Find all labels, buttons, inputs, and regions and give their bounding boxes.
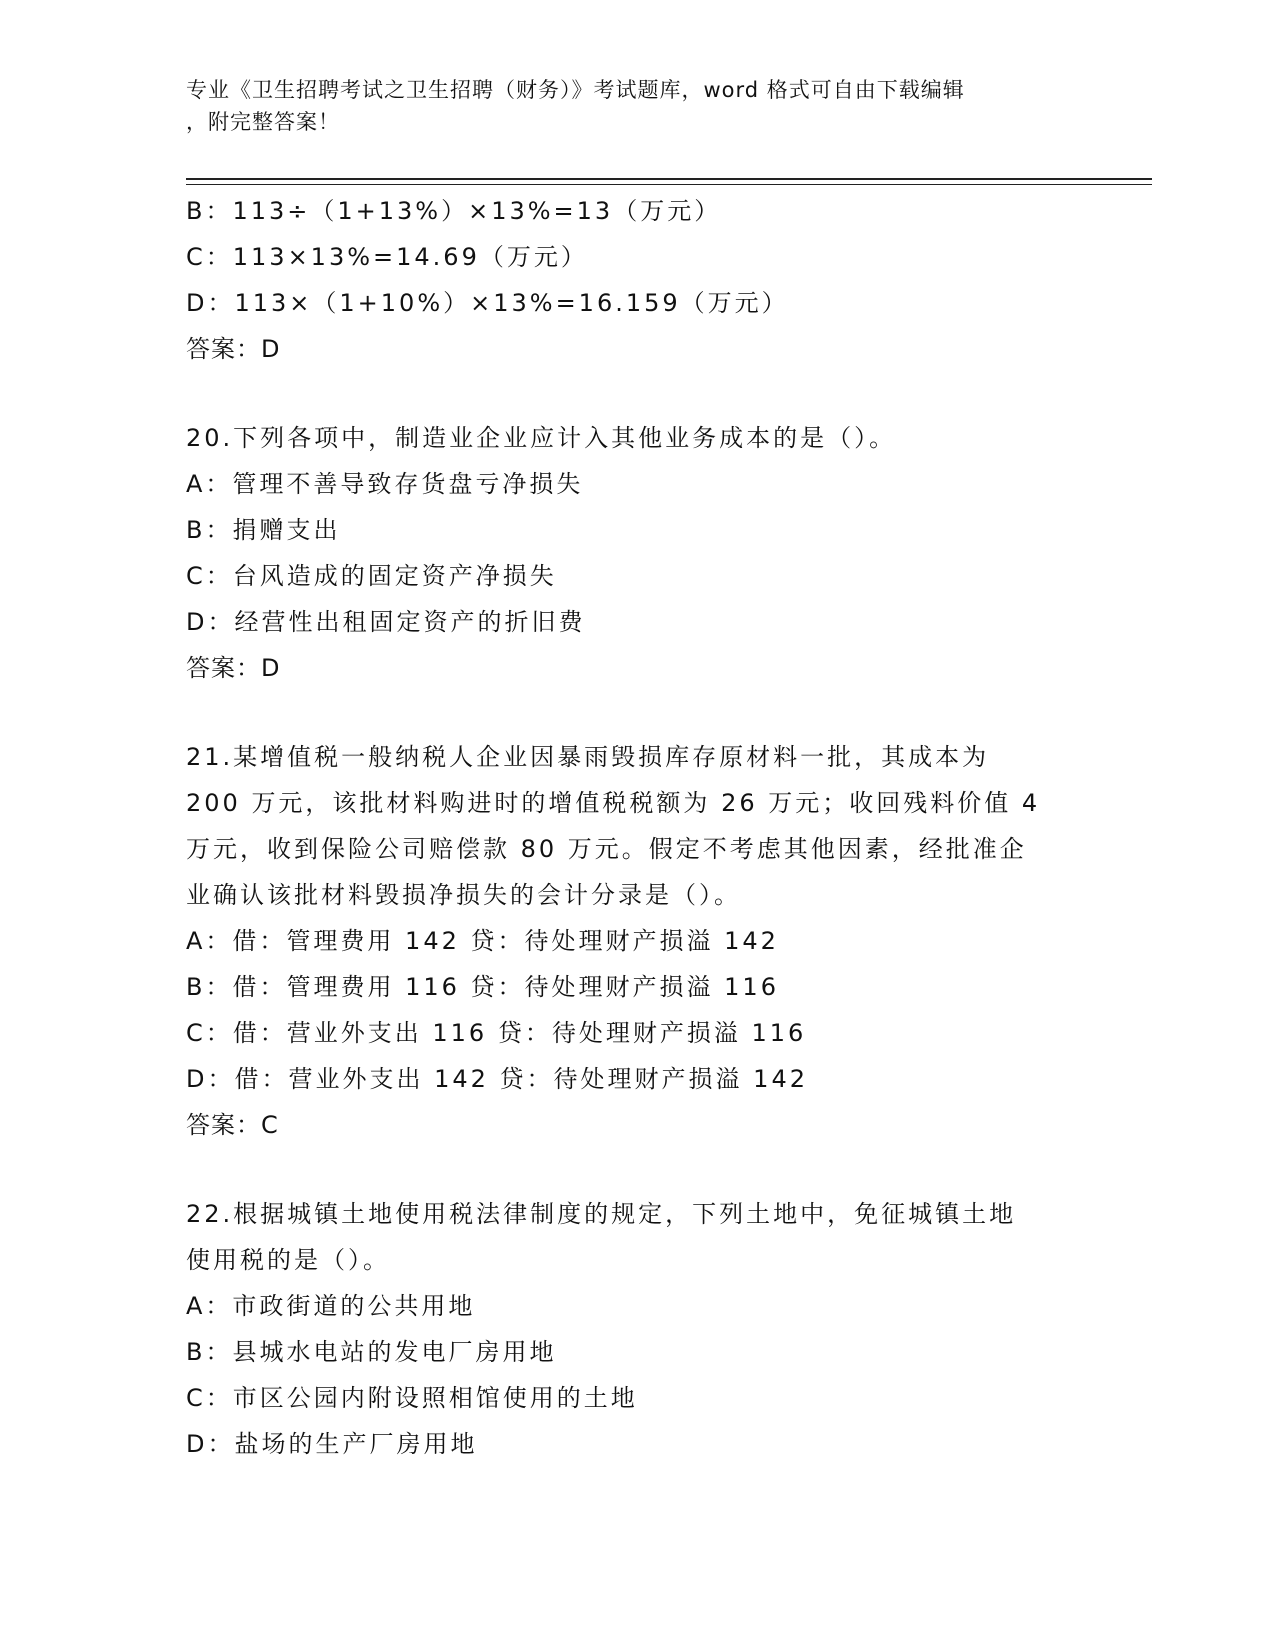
option-a: A：借：管理费用 142 贷：待处理财产损溢 142 bbox=[186, 927, 779, 955]
option-c: C：台风造成的固定资产净损失 bbox=[186, 562, 557, 590]
header-divider-thick bbox=[186, 178, 1152, 180]
question-stem-line: 使用税的是（）。 bbox=[186, 1246, 390, 1274]
question-20 bbox=[186, 415, 1086, 691]
question-stem-line: 22.根据城镇土地使用税法律制度的规定，下列土地中，免征城镇土地 bbox=[186, 1200, 1017, 1228]
header-line-1: 专业《卫生招聘考试之卫生招聘（财务）》考试题库，word 格式可自由下载编辑 bbox=[186, 78, 965, 102]
answer: 答案：D bbox=[186, 335, 281, 363]
question-stem-line: 业确认该批材料毁损净损失的会计分录是（）。 bbox=[186, 881, 741, 909]
question-22 bbox=[186, 1191, 1086, 1467]
option-a: A：管理不善导致存货盘亏净损失 bbox=[186, 470, 584, 498]
question-19 bbox=[186, 188, 1086, 372]
option-c: C：113×13%=14.69（万元） bbox=[186, 243, 588, 271]
option-d: D：借：营业外支出 142 贷：待处理财产损溢 142 bbox=[186, 1065, 808, 1093]
option-d: D：113×（1+10%）×13%=16.159（万元） bbox=[186, 289, 789, 317]
option-d: D：经营性出租固定资产的折旧费 bbox=[186, 608, 586, 636]
option-a: A：市政街道的公共用地 bbox=[186, 1292, 476, 1320]
option-c: C：借：营业外支出 116 贷：待处理财产损溢 116 bbox=[186, 1019, 807, 1047]
document-header bbox=[186, 74, 1066, 138]
spacer bbox=[186, 691, 1086, 734]
option-b: B：借：管理费用 116 贷：待处理财产损溢 116 bbox=[186, 973, 779, 1001]
option-b: B：113÷（1+13%）×13%=13（万元） bbox=[186, 197, 722, 225]
answer: 答案：C bbox=[186, 1111, 279, 1139]
option-c: C：市区公园内附设照相馆使用的土地 bbox=[186, 1384, 638, 1412]
spacer bbox=[186, 372, 1086, 415]
header-divider-thin bbox=[186, 184, 1152, 185]
question-21 bbox=[186, 734, 1086, 1148]
answer: 答案：D bbox=[186, 654, 281, 682]
spacer bbox=[186, 1148, 1086, 1191]
option-b: B：捐赠支出 bbox=[186, 516, 341, 544]
question-content bbox=[186, 188, 1086, 1467]
header-line-2: ，附完整答案！ bbox=[186, 110, 340, 134]
option-d: D：盐场的生产厂房用地 bbox=[186, 1430, 478, 1458]
question-stem: 20.下列各项中，制造业企业应计入其他业务成本的是（）。 bbox=[186, 424, 897, 452]
option-b: B：县城水电站的发电厂房用地 bbox=[186, 1338, 557, 1366]
question-stem-line: 21.某增值税一般纳税人企业因暴雨毁损库存原材料一批，其成本为 bbox=[186, 743, 990, 771]
question-stem-line: 万元，收到保险公司赔偿款 80 万元。假定不考虑其他因素，经批准企 bbox=[186, 835, 1027, 863]
question-stem-line: 200 万元，该批材料购进时的增值税税额为 26 万元；收回残料价值 4 bbox=[186, 789, 1041, 817]
